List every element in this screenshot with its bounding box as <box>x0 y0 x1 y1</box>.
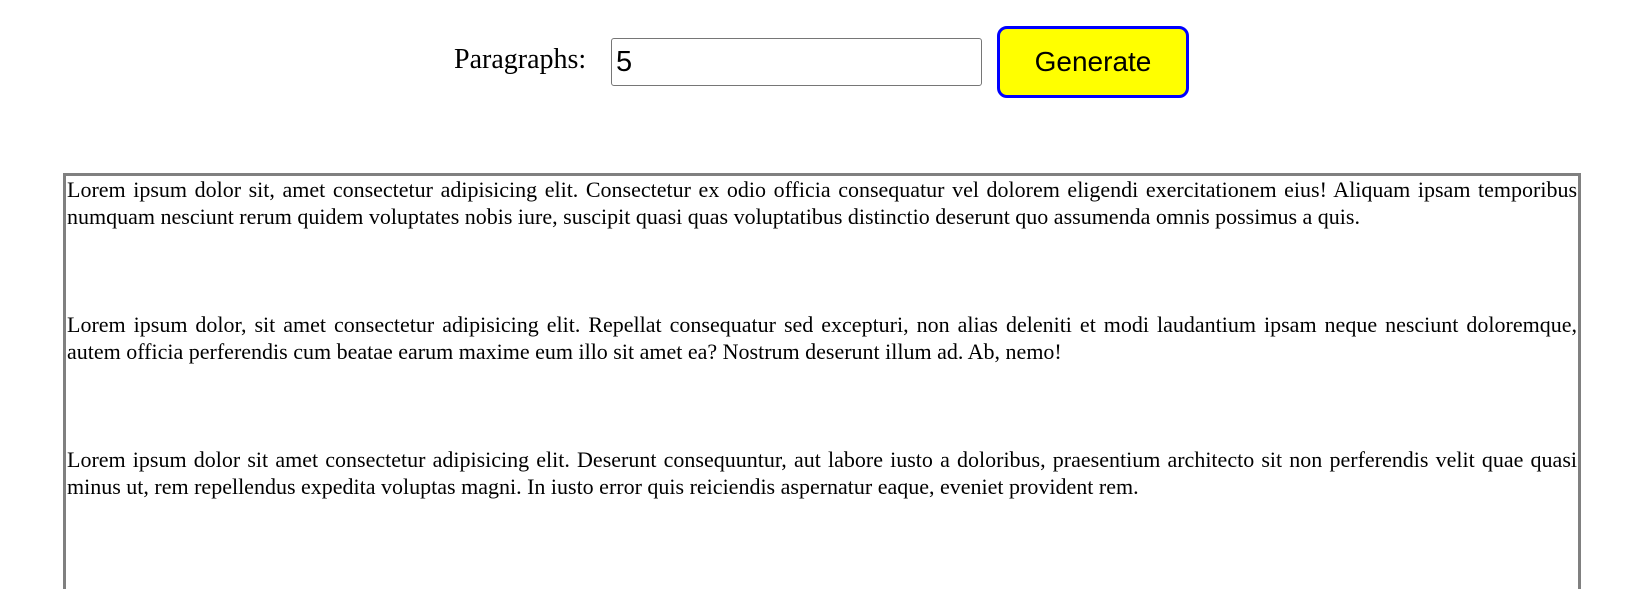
paragraph-count-input[interactable] <box>611 38 982 86</box>
generated-paragraph: Lorem ipsum dolor sit, amet consectetur adipisicing elit. Consectetur ex odio officia consequatur vel dolorem eligendi exercitationem eius! Aliquam ipsam temporibus numquam nesciunt rerum quidem voluptates nobis iure, suscipit quasi quas voluptatibus distinctio deserunt quo assumenda omnis possimus a quis. <box>67 177 1577 229</box>
generated-paragraph: Lorem ipsum dolor, sit amet consectetur adipisicing elit. Repellat consequatur sed excepturi, non alias deleniti et modi laudantium ipsam neque nesciunt doloremque, autem officia perferendis cum beatae earum maxime eum illo sit amet ea? Nostrum deserunt illum ad. Ab, nemo! <box>67 312 1577 364</box>
paragraphs-label: Paragraphs: <box>454 44 587 75</box>
generated-paragraph: Lorem ipsum dolor sit amet consectetur adipisicing elit. Deserunt consequuntur, aut labore iusto a doloribus, praesentium architecto sit non perferendis velit quae quasi minus ut, rem repellendus expedita voluptas magni. In iusto error quis reiciendis aspernatur eaque, eveniet provident rem. <box>67 447 1577 499</box>
generator-controls <box>0 26 1642 98</box>
generated-text-output <box>63 173 1581 589</box>
generate-button[interactable]: Generate <box>997 26 1189 98</box>
